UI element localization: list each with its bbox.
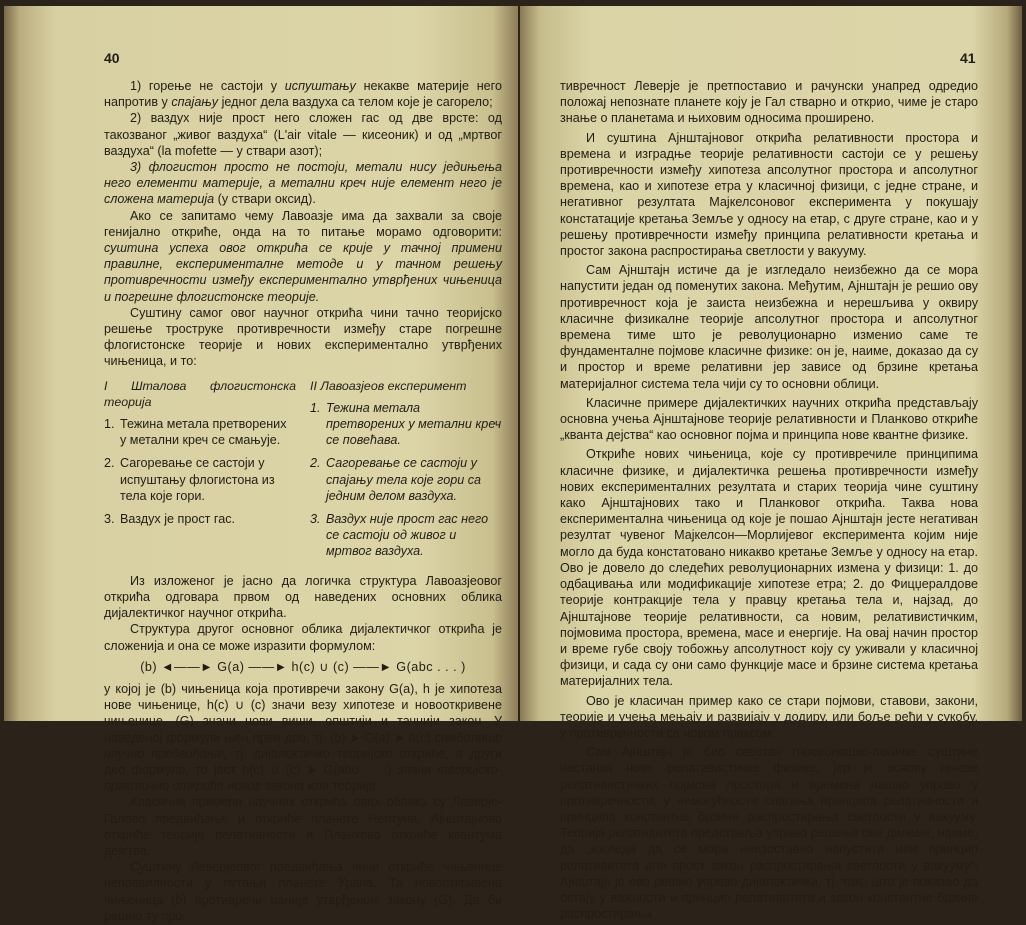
paragraph [104, 859, 502, 924]
list-item [310, 511, 502, 560]
paragraph-group [104, 78, 502, 370]
paragraph [104, 573, 502, 622]
item-number: 3. [104, 512, 115, 527]
paragraph-group [560, 78, 978, 922]
paragraph [560, 262, 978, 392]
paragraph [104, 110, 502, 159]
text-segment: Ово је класичан пример како се стари појмови, ставови, закони, теорије и учења мењају и развијају у додиру, или боље рећи у сукобу, у противречности са новом праксом. [560, 693, 978, 740]
text-segment: или теорије. [303, 779, 380, 794]
right-page [520, 6, 1022, 922]
text-segment: некакве материје него напротив у [104, 79, 503, 110]
item-number: 2. [104, 456, 115, 471]
italic-text: суштина успеха овог открића се крије у тачној примени правилне, експерименталне методе и у тачном решењу противречности између експериментално утврђених чињеница и погрешне флогистонске теорије. [104, 241, 502, 304]
list-item [310, 455, 502, 504]
italic-text: спајању [171, 95, 219, 110]
stahl-theory-column [104, 378, 296, 567]
paragraph [104, 681, 502, 794]
item-text: Тежина метала претворених у метални креч се смањује. [120, 417, 287, 448]
text-segment: Класичне примере дијалектичких научних открића представљају основна учења Ајнштајнове теорије релативности и Планково откриће „кванта дејства“ као основног појма и принципа нове квантне физике. [560, 395, 978, 443]
item-number: 2. [310, 456, 321, 471]
list-item [104, 455, 296, 504]
page-number: 40 [104, 50, 120, 66]
paragraph [560, 130, 978, 260]
right-page-text [560, 78, 978, 925]
paragraph [104, 78, 502, 110]
text-segment: Структура другог основног облика дијалектичког открића је сложенија и она се може изразити формулом: [104, 622, 502, 653]
paragraph [560, 446, 978, 689]
paragraph-group [104, 681, 502, 924]
item-text: Ваздух није прост гас него се састоји од живог и мртвог ваздуха. [326, 512, 489, 559]
paragraph [104, 208, 502, 305]
text-segment: Ако се запитамо чему Лавоазје има да захвали за своје генијално откриће, онда на то питање морамо одговорити: [104, 208, 502, 239]
column-header: I Шталова флогистонска теорија [104, 378, 296, 409]
item-text: Тежина метала претворених у метални креч се повећава. [326, 400, 502, 448]
text-segment: Откриће нових чињеница, које су противречиле принципима класичне физике, и дијалектичка решења противречности између нових експерименталних резултата и старих теорија чине суштину како Ајнштајнових тако и Планковог открића. Таква нова експериментална чињеница од које је пошао Ајнштајн јесте негативан резултат чувеног Мајкелсон—Морлијевог експеримента којим није могло да буда констатовано никакво кретање Земље у односу на етар. Ово је довело до следећих револуционарних измена у физици: 1. до одбацивања или модификације хипотезе етра; 2. до Фицџералдове теорије контракције тела у правцу кретања тела и, најзад, до Ајнштајнове теорије релативности, са новим, релативистичким, појмовима простора, времена, масе и енергије. На овај начин простор и време губе своју тобожњу апсолутност коју су уживали у класичној физици, и сада су они само функције масе и брзине система кретања материјалних тела. [560, 447, 978, 689]
item-number: 1. [310, 400, 321, 415]
item-text: Ваздух је прост гас. [120, 512, 236, 527]
item-text: Сагоревање се састоји у спајању тела које гори са једним делом ваздуха. [326, 456, 482, 503]
paragraph [560, 395, 978, 444]
text-segment: (у ствари оксид). [214, 192, 316, 207]
formula: (b) ◄——► G(a) ——► h(c) ∪ (c) ——► G(abc . . . ) [140, 659, 466, 674]
italic-text: 3) флогистон просто не постоји, метали нису једињења него елементи материје, а метални креч није елемент него је сложена материја [104, 160, 502, 207]
list-item [310, 400, 502, 449]
paragraph [104, 159, 502, 208]
paragraph [104, 305, 502, 370]
text-segment: 2) ваздух није прост него сложен гас од две врсте: од такозваног „живог ваздуха“ (L'air vitale — кисеоник) и од „мртвог ваздуха“ (la mofette — у ствари азот); [104, 111, 502, 158]
text-segment: Сам Ајнштајн је био свестан гносеолошко-логичке суштине настанка нове релативистичке физике, јер је основу генезе релативистичких појмова простора и времена нашао управо у противречности, у немогућности слагања принципа релативности и принципа константне брзине распростирања светлости у вакууму. Теорија релативитета представља управо решење ове дилеме, наиме, да „изгледа да се мора неизоставно напустити или принцип релативитета или прост закон распростирања светлости у вакууму“; Ајнштајн је ово решио управо дијалектички, тј. тако што је показао да остају у важности и принцип релативитета и закон константне брзине распростирања [560, 745, 978, 922]
italic-text: теоријско-практично откриће новог закона [104, 762, 502, 794]
text-segment: Суштину самог овог научног открића чини тачно теоријско решење троструке противречности између старе погрешне флогистонске теорије и нових експериментално утврђених чињеница, и то: [104, 305, 502, 369]
italic-text: научно предвиђање, [104, 746, 228, 761]
paragraph [104, 794, 502, 859]
text-segment: Сам Ајнштајн истиче да је изгледало неизбежно да се мора напустити један од поменутих закона. Међутим, Ајнштајн је решио ову противречност која је заиста неизбежна и нерешљива у оквиру класичне физикалне теорије апсолутног простора и апсолутног времена тиме што је револуционарно изменио саме те фундаменталне појмове класичне физике: он је, наиме, доказао да су и простор и време релативни јер зависе од брзине кретања материјалног система тела чији су то основни облици. [560, 263, 978, 391]
left-page-text [104, 78, 502, 924]
text-segment: Из изложеног је јасно да логичка структура Лавоазјеовог открића одговара првом од наведених основних облика дијалектичког научног открића. [104, 573, 502, 621]
comparison-table [104, 378, 502, 567]
paragraph [560, 78, 978, 127]
item-text: Сагоревање се састоји у испуштању флогистона из тела које гори. [120, 456, 275, 503]
text-segment: И суштина Ајнштајновог открића релативности простора и времена и изградње теорије релативности састоји се у решењу противречности између хипотеза апсолутног простора и апсолутног времена, као и хипотезе етра у класичној физици, с једне стране, и негативног резултата Мајкелсоновог експеримента у покушају констатације кретања Земље у односу на етар, с друге стране, као и у решењу противречности између принципа релативности кретања и простог закона распростирања светлости у вакууму. [560, 130, 978, 259]
list-item [104, 511, 296, 527]
item-number: 1. [104, 417, 115, 432]
lavoisier-experiment-column [310, 378, 502, 567]
item-number: 3. [310, 512, 321, 527]
paragraph-group [104, 573, 502, 654]
column-header: II Лавоазјеов експеримент [310, 378, 467, 393]
paragraph [104, 621, 502, 653]
text-segment: тивречност Леверје је претпоставио и рачунски унапред одредио положај непознате планете коју је Гал стварно и открио, чиме је старо знање о планетама и њиховим односима проширено. [560, 79, 978, 126]
text-segment: 1) горење не састоји у [130, 79, 285, 93]
text-segment: тј. дијалектичко теоријско откриће, а други део формуле, то јест h(c) ∪ (c) ➤ G(abc . . .) значи [104, 746, 502, 777]
left-page [4, 6, 518, 923]
page-number: 41 [960, 50, 976, 66]
italic-text: испуштању [284, 79, 356, 93]
paragraph [560, 693, 978, 742]
text-segment: Класични примери научних открића ових облика су Леверје-Галово предвиђање и откриће планете Нептуна, Ајнштајново откриће теорије релативности и Планково откриће квантума дејства. [104, 795, 502, 858]
list-item [104, 416, 296, 448]
text-segment: у којој је (b) чињеница која противречи закону G(a), h је хипотеза нове чињенице, h(c) ∪ (c) значи везу хипотезе и новооткривене чињенице, (G) значи нови виши, општији и тачнији закон. У наведеној формули њен први део, тј. (b) ➤ G(a) ➤ h(c) симболише [104, 681, 502, 745]
text-segment: Суштину Леверјеовог предвиђања чини откриће чињенице неправилности у путањи планете Урана. Та новооткривена чињеница (b) противречи раније утврђеном закону (G). Да би решио ту про- [104, 860, 502, 923]
paragraph [560, 744, 978, 922]
text-segment: једног дела ваздуха са телом које је сагорело; [218, 95, 493, 110]
